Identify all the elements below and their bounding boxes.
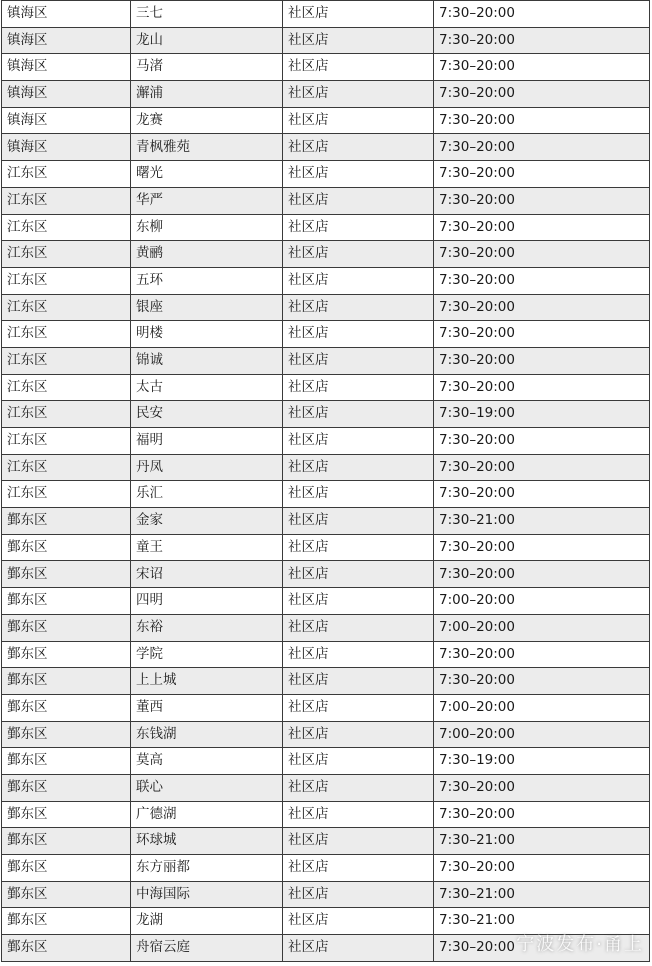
- table-row: [2, 401, 650, 428]
- store-name-cell: 东柳: [131, 214, 283, 241]
- hours-cell: 7:30–20:00: [434, 54, 650, 81]
- store-hours-table: [1, 0, 650, 962]
- table-row: [2, 214, 650, 241]
- district-cell: 鄞东区: [2, 561, 131, 588]
- store-name-cell: 四明: [131, 588, 283, 615]
- district-cell: 鄞东区: [2, 641, 131, 668]
- table-row: [2, 27, 650, 54]
- district-cell: 江东区: [2, 267, 131, 294]
- hours-cell: 7:30–20:00: [434, 81, 650, 108]
- district-cell: 鄞东区: [2, 668, 131, 695]
- store-name-cell: 华严: [131, 187, 283, 214]
- hours-cell: 7:30–20:00: [434, 134, 650, 161]
- table-row: [2, 855, 650, 882]
- table-row: [2, 161, 650, 188]
- district-cell: 江东区: [2, 428, 131, 455]
- table-row: [2, 828, 650, 855]
- table-row: [2, 721, 650, 748]
- store-name-cell: 童王: [131, 534, 283, 561]
- table-body: [2, 1, 650, 962]
- table-row: [2, 54, 650, 81]
- store-type-cell: 社区店: [283, 828, 434, 855]
- district-cell: 鄞东区: [2, 935, 131, 962]
- hours-cell: 7:30–20:00: [434, 161, 650, 188]
- table-row: [2, 267, 650, 294]
- hours-cell: 7:00–20:00: [434, 614, 650, 641]
- store-name-cell: 宋诏: [131, 561, 283, 588]
- table-row: [2, 801, 650, 828]
- store-type-cell: 社区店: [283, 321, 434, 348]
- store-name-cell: 福明: [131, 428, 283, 455]
- store-type-cell: 社区店: [283, 748, 434, 775]
- table-row: [2, 561, 650, 588]
- table-row: [2, 428, 650, 455]
- store-name-cell: 龙山: [131, 27, 283, 54]
- store-type-cell: 社区店: [283, 294, 434, 321]
- table-row: [2, 134, 650, 161]
- district-cell: 江东区: [2, 161, 131, 188]
- table-row: [2, 774, 650, 801]
- store-name-cell: 广德湖: [131, 801, 283, 828]
- store-name-cell: 曙光: [131, 161, 283, 188]
- store-type-cell: 社区店: [283, 241, 434, 268]
- district-cell: 江东区: [2, 347, 131, 374]
- store-type-cell: 社区店: [283, 134, 434, 161]
- hours-cell: 7:30–20:00: [434, 855, 650, 882]
- table-row: [2, 668, 650, 695]
- hours-cell: 7:30–20:00: [434, 481, 650, 508]
- store-name-cell: 黄鹂: [131, 241, 283, 268]
- store-name-cell: 金家: [131, 508, 283, 535]
- hours-cell: 7:00–20:00: [434, 721, 650, 748]
- hours-cell: 7:30–20:00: [434, 214, 650, 241]
- hours-cell: 7:30–21:00: [434, 508, 650, 535]
- store-name-cell: 莫高: [131, 748, 283, 775]
- store-name-cell: 环球城: [131, 828, 283, 855]
- district-cell: 镇海区: [2, 134, 131, 161]
- hours-cell: 7:30–20:00: [434, 935, 650, 962]
- store-type-cell: 社区店: [283, 428, 434, 455]
- store-name-cell: 澥浦: [131, 81, 283, 108]
- hours-cell: 7:30–20:00: [434, 27, 650, 54]
- store-name-cell: 明楼: [131, 321, 283, 348]
- hours-cell: 7:30–20:00: [434, 374, 650, 401]
- district-cell: 镇海区: [2, 27, 131, 54]
- hours-cell: 7:30–20:00: [434, 107, 650, 134]
- store-type-cell: 社区店: [283, 81, 434, 108]
- store-type-cell: 社区店: [283, 855, 434, 882]
- store-type-cell: 社区店: [283, 107, 434, 134]
- hours-cell: 7:30–20:00: [434, 187, 650, 214]
- hours-cell: 7:30–20:00: [434, 347, 650, 374]
- store-type-cell: 社区店: [283, 881, 434, 908]
- table-row: [2, 1, 650, 28]
- store-type-cell: 社区店: [283, 561, 434, 588]
- table-row: [2, 694, 650, 721]
- store-name-cell: 舟宿云庭: [131, 935, 283, 962]
- hours-cell: 7:30–20:00: [434, 454, 650, 481]
- hours-cell: 7:30–21:00: [434, 908, 650, 935]
- store-type-cell: 社区店: [283, 508, 434, 535]
- store-name-cell: 乐汇: [131, 481, 283, 508]
- store-name-cell: 三七: [131, 1, 283, 28]
- store-type-cell: 社区店: [283, 774, 434, 801]
- table-row: [2, 241, 650, 268]
- store-name-cell: 龙湖: [131, 908, 283, 935]
- store-type-cell: 社区店: [283, 534, 434, 561]
- district-cell: 鄞东区: [2, 534, 131, 561]
- hours-cell: 7:00–20:00: [434, 588, 650, 615]
- district-cell: 江东区: [2, 321, 131, 348]
- hours-cell: 7:30–20:00: [434, 668, 650, 695]
- hours-cell: 7:30–19:00: [434, 401, 650, 428]
- district-cell: 江东区: [2, 241, 131, 268]
- hours-cell: 7:30–20:00: [434, 294, 650, 321]
- hours-cell: 7:30–19:00: [434, 748, 650, 775]
- store-type-cell: 社区店: [283, 1, 434, 28]
- store-type-cell: 社区店: [283, 801, 434, 828]
- hours-cell: 7:30–20:00: [434, 561, 650, 588]
- district-cell: 鄞东区: [2, 508, 131, 535]
- store-type-cell: 社区店: [283, 267, 434, 294]
- hours-cell: 7:30–21:00: [434, 828, 650, 855]
- store-name-cell: 董西: [131, 694, 283, 721]
- store-type-cell: 社区店: [283, 721, 434, 748]
- table-row: [2, 881, 650, 908]
- table-row: [2, 614, 650, 641]
- store-type-cell: 社区店: [283, 347, 434, 374]
- district-cell: 镇海区: [2, 107, 131, 134]
- store-name-cell: 东裕: [131, 614, 283, 641]
- table-row: [2, 641, 650, 668]
- table-row: [2, 294, 650, 321]
- district-cell: 鄞东区: [2, 774, 131, 801]
- watermark: 宁波发布·甬上: [516, 934, 644, 955]
- hours-cell: 7:30–20:00: [434, 267, 650, 294]
- district-cell: 江东区: [2, 294, 131, 321]
- store-type-cell: 社区店: [283, 588, 434, 615]
- store-type-cell: 社区店: [283, 454, 434, 481]
- district-cell: 鄞东区: [2, 855, 131, 882]
- district-cell: 鄞东区: [2, 881, 131, 908]
- table-row: [2, 187, 650, 214]
- store-type-cell: 社区店: [283, 641, 434, 668]
- hours-cell: 7:30–20:00: [434, 801, 650, 828]
- store-name-cell: 马渚: [131, 54, 283, 81]
- district-cell: 江东区: [2, 374, 131, 401]
- hours-cell: 7:00–20:00: [434, 694, 650, 721]
- store-type-cell: 社区店: [283, 481, 434, 508]
- store-type-cell: 社区店: [283, 401, 434, 428]
- table-row: [2, 321, 650, 348]
- hours-cell: 7:30–21:00: [434, 881, 650, 908]
- store-name-cell: 东钱湖: [131, 721, 283, 748]
- store-type-cell: 社区店: [283, 214, 434, 241]
- store-name-cell: 联心: [131, 774, 283, 801]
- table-row: [2, 347, 650, 374]
- store-name-cell: 丹凤: [131, 454, 283, 481]
- table-row: [2, 748, 650, 775]
- district-cell: 鄞东区: [2, 748, 131, 775]
- table-row: [2, 454, 650, 481]
- district-cell: 鄞东区: [2, 908, 131, 935]
- hours-cell: 7:30–20:00: [434, 641, 650, 668]
- table-row: [2, 81, 650, 108]
- store-type-cell: 社区店: [283, 374, 434, 401]
- hours-cell: 7:30–20:00: [434, 321, 650, 348]
- store-name-cell: 上上城: [131, 668, 283, 695]
- store-name-cell: 民安: [131, 401, 283, 428]
- district-cell: 江东区: [2, 454, 131, 481]
- district-cell: 江东区: [2, 214, 131, 241]
- store-name-cell: 中海国际: [131, 881, 283, 908]
- district-cell: 鄞东区: [2, 828, 131, 855]
- store-name-cell: 五环: [131, 267, 283, 294]
- store-name-cell: 锦诚: [131, 347, 283, 374]
- store-name-cell: 青枫雅苑: [131, 134, 283, 161]
- district-cell: 镇海区: [2, 54, 131, 81]
- store-type-cell: 社区店: [283, 27, 434, 54]
- district-cell: 江东区: [2, 401, 131, 428]
- store-name-cell: 东方丽都: [131, 855, 283, 882]
- store-type-cell: 社区店: [283, 694, 434, 721]
- store-type-cell: 社区店: [283, 54, 434, 81]
- table-row: [2, 508, 650, 535]
- hours-cell: 7:30–20:00: [434, 241, 650, 268]
- table-row: [2, 374, 650, 401]
- district-cell: 鄞东区: [2, 801, 131, 828]
- store-name-cell: 龙赛: [131, 107, 283, 134]
- store-name-cell: 学院: [131, 641, 283, 668]
- district-cell: 鄞东区: [2, 588, 131, 615]
- district-cell: 鄞东区: [2, 721, 131, 748]
- district-cell: 江东区: [2, 187, 131, 214]
- store-type-cell: 社区店: [283, 668, 434, 695]
- store-type-cell: 社区店: [283, 187, 434, 214]
- table-row: [2, 534, 650, 561]
- store-name-cell: 太古: [131, 374, 283, 401]
- hours-cell: 7:30–20:00: [434, 428, 650, 455]
- hours-cell: 7:30–20:00: [434, 534, 650, 561]
- hours-cell: 7:30–20:00: [434, 1, 650, 28]
- store-type-cell: 社区店: [283, 614, 434, 641]
- store-type-cell: 社区店: [283, 161, 434, 188]
- district-cell: 江东区: [2, 481, 131, 508]
- table-row: [2, 588, 650, 615]
- table-row: [2, 481, 650, 508]
- district-cell: 鄞东区: [2, 694, 131, 721]
- hours-cell: 7:30–20:00: [434, 774, 650, 801]
- store-type-cell: 社区店: [283, 935, 434, 962]
- store-name-cell: 银座: [131, 294, 283, 321]
- district-cell: 镇海区: [2, 1, 131, 28]
- district-cell: 鄞东区: [2, 614, 131, 641]
- district-cell: 镇海区: [2, 81, 131, 108]
- table-row: [2, 107, 650, 134]
- store-type-cell: 社区店: [283, 908, 434, 935]
